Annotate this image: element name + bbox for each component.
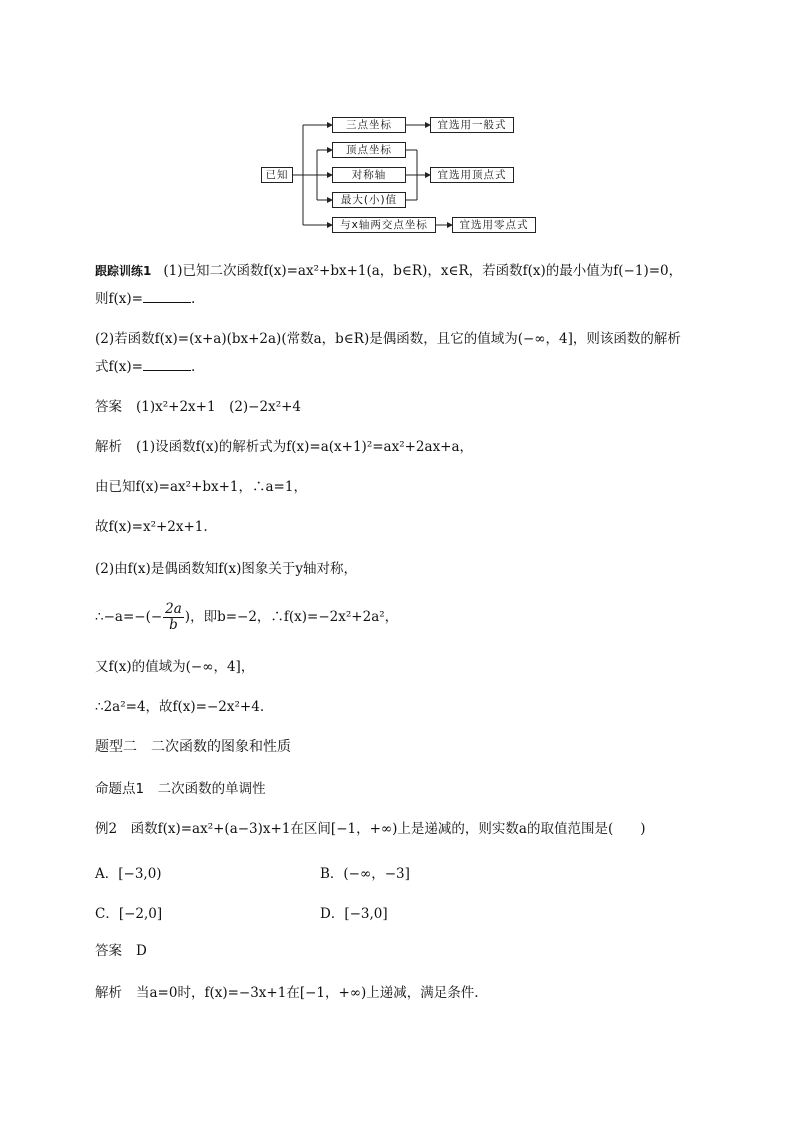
answer-label: 答案 — [95, 399, 122, 415]
analysis-line-1 — [95, 438, 473, 456]
answer-2-text: D — [136, 943, 147, 959]
analysis-line-3: 故f(x)=x²+2x+1. — [95, 519, 208, 535]
blank-q2 — [143, 358, 191, 371]
analysis-line-2: 由已知f(x)=ax²+bx+1，∴a=1， — [95, 479, 307, 495]
example-2: 例2 函数f(x)=ax²+(a−3)x+1在区间[−1，+∞)上是递减的，则实数a的取值范围是( ) — [95, 821, 646, 837]
analysis-2-label: 解析 — [95, 985, 122, 1001]
practice-q1-end: . — [190, 291, 196, 307]
section-title: 题型二 二次函数的图象和性质 — [95, 739, 291, 755]
analysis-line-5 — [95, 600, 398, 634]
practice-q1: (1)已知二次函数f(x)=ax²+bx+1(a，b∈R)，x∈R，若函数f(x)的最小值为f(−1)=0， — [163, 263, 683, 279]
box-extreme: 最大(小)值 — [332, 192, 406, 208]
analysis-l5-pre: ∴−a=−(− — [95, 609, 163, 625]
practice-line-2 — [95, 290, 195, 308]
analysis-2-text: 当a=0时，f(x)=−3x+1在[−1，+∞)上递减，满足条件. — [136, 985, 479, 1001]
practice-line-3 — [95, 330, 681, 348]
practice-label: 跟踪训练1 — [95, 264, 152, 278]
analysis-2 — [95, 984, 479, 1002]
box-vertex: 顶点坐标 — [332, 142, 406, 158]
option-a: A．[−3,0) — [95, 866, 162, 882]
answer-1 — [95, 398, 301, 416]
practice-q1-answer-prefix: 则f(x)= — [95, 291, 143, 307]
option-c: C．[−2,0] — [95, 906, 163, 922]
practice-q2-end: . — [190, 359, 196, 375]
practice-line-1 — [95, 262, 682, 280]
box-three-points: 三点坐标 — [332, 117, 406, 133]
answer-text: (1)x²+2x+1 (2)−2x²+4 — [136, 399, 302, 415]
analysis-text-1: (1)设函数f(x)的解析式为f(x)=a(x+1)²=ax²+2ax+a， — [136, 439, 474, 455]
analysis-label: 解析 — [95, 439, 122, 455]
method-diagram — [255, 112, 545, 240]
answer-2 — [95, 942, 147, 960]
result-vertex-form: 宜选用顶点式 — [430, 167, 514, 183]
analysis-l5-post: )，即b=−2，∴f(x)=−2x²+2a²， — [184, 609, 399, 625]
blank-q1 — [143, 290, 191, 303]
box-x-intercepts: 与x轴两交点坐标 — [332, 217, 436, 233]
analysis-line-7: ∴2a²=4，故f(x)=−2x²+4. — [95, 699, 265, 715]
analysis-line-4: (2)由f(x)是偶函数知f(x)图象关于y轴对称， — [95, 561, 358, 577]
fraction-numerator: 2a — [165, 601, 182, 617]
fraction — [163, 602, 184, 633]
box-known: 已知 — [261, 167, 293, 183]
option-b: B．(−∞，−3] — [320, 866, 410, 882]
analysis-line-6: 又f(x)的值域为(−∞，4]， — [95, 659, 255, 675]
subsection-title: 命题点1 二次函数的单调性 — [95, 781, 266, 797]
option-d: D．[−3,0] — [320, 906, 388, 922]
result-general-form: 宜选用一般式 — [430, 117, 514, 133]
practice-q2-answer-prefix: 式f(x)= — [95, 359, 143, 375]
practice-line-4 — [95, 358, 195, 376]
practice-q2: (2)若函数f(x)=(x+a)(bx+2a)(常数a，b∈R)是偶函数，且它的值域为(−∞，4]，则该函数的解析 — [95, 331, 681, 347]
result-zero-form: 宜选用零点式 — [452, 217, 536, 233]
fraction-denominator: b — [169, 617, 178, 633]
answer-2-label: 答案 — [95, 943, 122, 959]
box-axis: 对称轴 — [332, 167, 406, 183]
